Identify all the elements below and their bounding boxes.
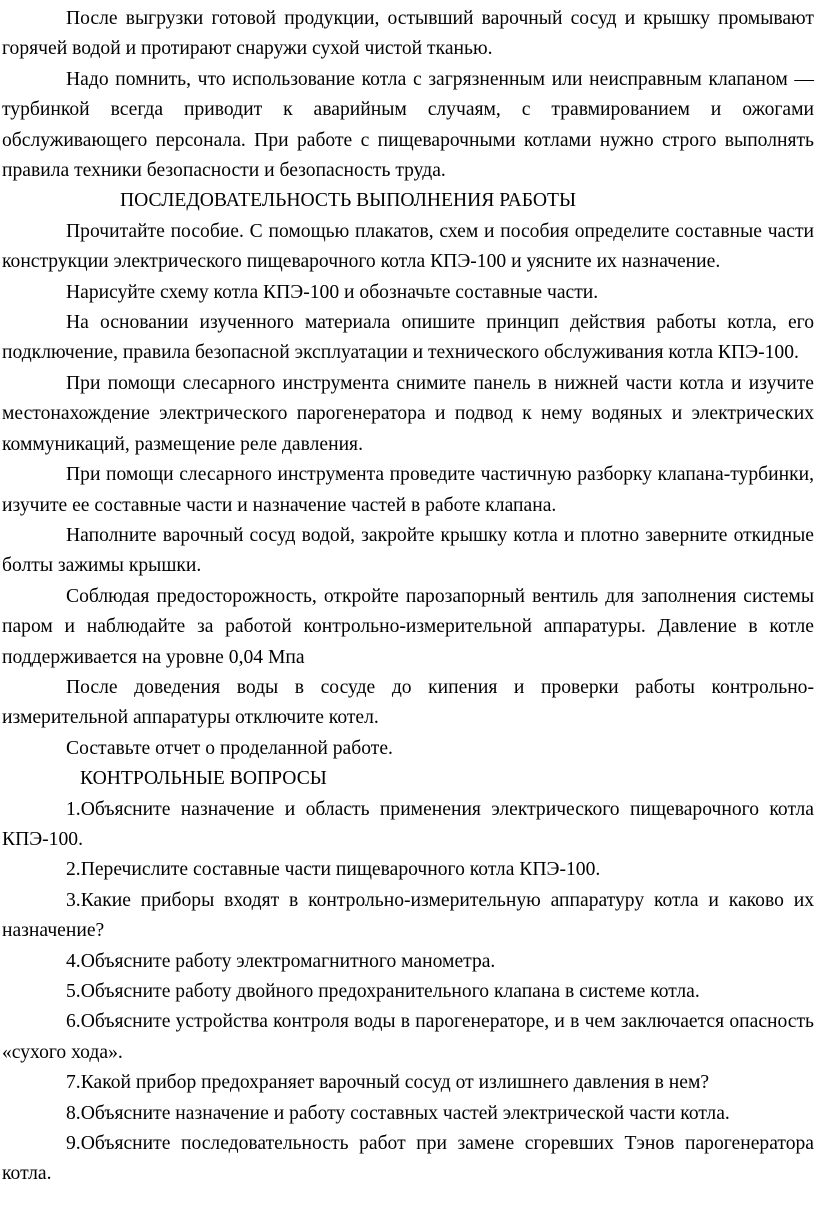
- question-item-2: 2.Перечислите составные части пищеварочного котла КПЭ-100.: [66, 859, 601, 881]
- task-paragraph-6: Наполните варочный сосуд водой, закройте крышку котла и плотно заверните откидные болты зажимы крышки.: [2, 524, 814, 577]
- tasks-heading: ПОСЛЕДОВАТЕЛЬНОСТЬ ВЫПОЛНЕНИЯ РАБОТЫ: [120, 190, 577, 212]
- question-item-5: 5.Объясните работу двойного предохранительного клапана в системе котла.: [66, 981, 700, 1002]
- task-paragraph-3: На основании изученного материала опишите принцип действия работы котла, его подключение, правила безопасной эксплуатации и технического обслуживания котла КПЭ-100.: [2, 312, 814, 364]
- question-item-1: 1.Объясните назначение и область применения электрического пищеварочного котла КПЭ-100.: [2, 798, 814, 850]
- question-item-4: 4.Объясните работу электромагнитного манометра.: [66, 950, 496, 972]
- questions-heading: КОНТРОЛЬНЫЕ ВОПРОСЫ: [80, 768, 327, 790]
- question-item-6: 6.Объясните устройства контроля воды в парогенераторе, и в чем заключается опасность «сухого хода».: [2, 1011, 814, 1063]
- intro-paragraph-2: Надо помнить, что использование котла с загрязненным или неисправным клапаном — турбинкой всегда приводит к аварийным случаям, с травмированием и ожогами обслуживающего персонала. При работе с пищеварочными котлами нужно строго выполнять правила техники безопасности и безопасность труда.: [2, 68, 814, 182]
- task-paragraph-9: Составьте отчет о проделанной работе.: [66, 737, 393, 759]
- task-paragraph-4: При помощи слесарного инструмента снимите панель в нижней части котла и изучите местонахождение электрического парогенератора и подвод к нему водяных и электрических коммуникаций, размещение реле давления.: [2, 372, 814, 455]
- task-paragraph-5: При помощи слесарного инструмента проведите частичную разборку клапана-турбинки, изучите ее составные части и назначение частей в работе клапана.: [2, 464, 814, 516]
- question-item-8: 8.Объясните назначение и работу составных частей электрической части котла.: [66, 1102, 730, 1124]
- task-paragraph-8: После доведения воды в сосуде до кипения и проверки работы контрольно-измерительной аппаратуры отключите котел.: [2, 676, 814, 729]
- question-item-3: 3.Какие приборы входят в контрольно-измерительную аппаратуру котла и каково их назначение?: [2, 889, 814, 942]
- task-paragraph-2: Нарисуйте схему котла КПЭ-100 и обозначьте составные части.: [66, 281, 599, 303]
- question-item-9: 9.Объясните последовательность работ при замене сгоревших Тэнов парогенератора котла.: [2, 1133, 814, 1185]
- intro-paragraph-1: После выгрузки готовой продукции, остывший варочный сосуд и крышку промывают горячей водой и протирают снаружи сухой чистой тканью.: [2, 8, 814, 60]
- task-paragraph-1: Прочитайте пособие. С помощью плакатов, схем и пособия определите составные части конструкции электрического пищеварочного котла КПЭ-100 и уясните их назначение.: [2, 220, 814, 273]
- task-paragraph-7: Соблюдая предосторожность, откройте парозапорный вентиль для заполнения системы паром и наблюдайте за работой контрольно-измерительной аппаратуры. Давление в котле поддерживается на уровне 0,04 Мпа: [2, 585, 814, 668]
- question-item-7: 7.Какой прибор предохраняет варочный сосуд от излишнего давления в нем?: [66, 1072, 710, 1094]
